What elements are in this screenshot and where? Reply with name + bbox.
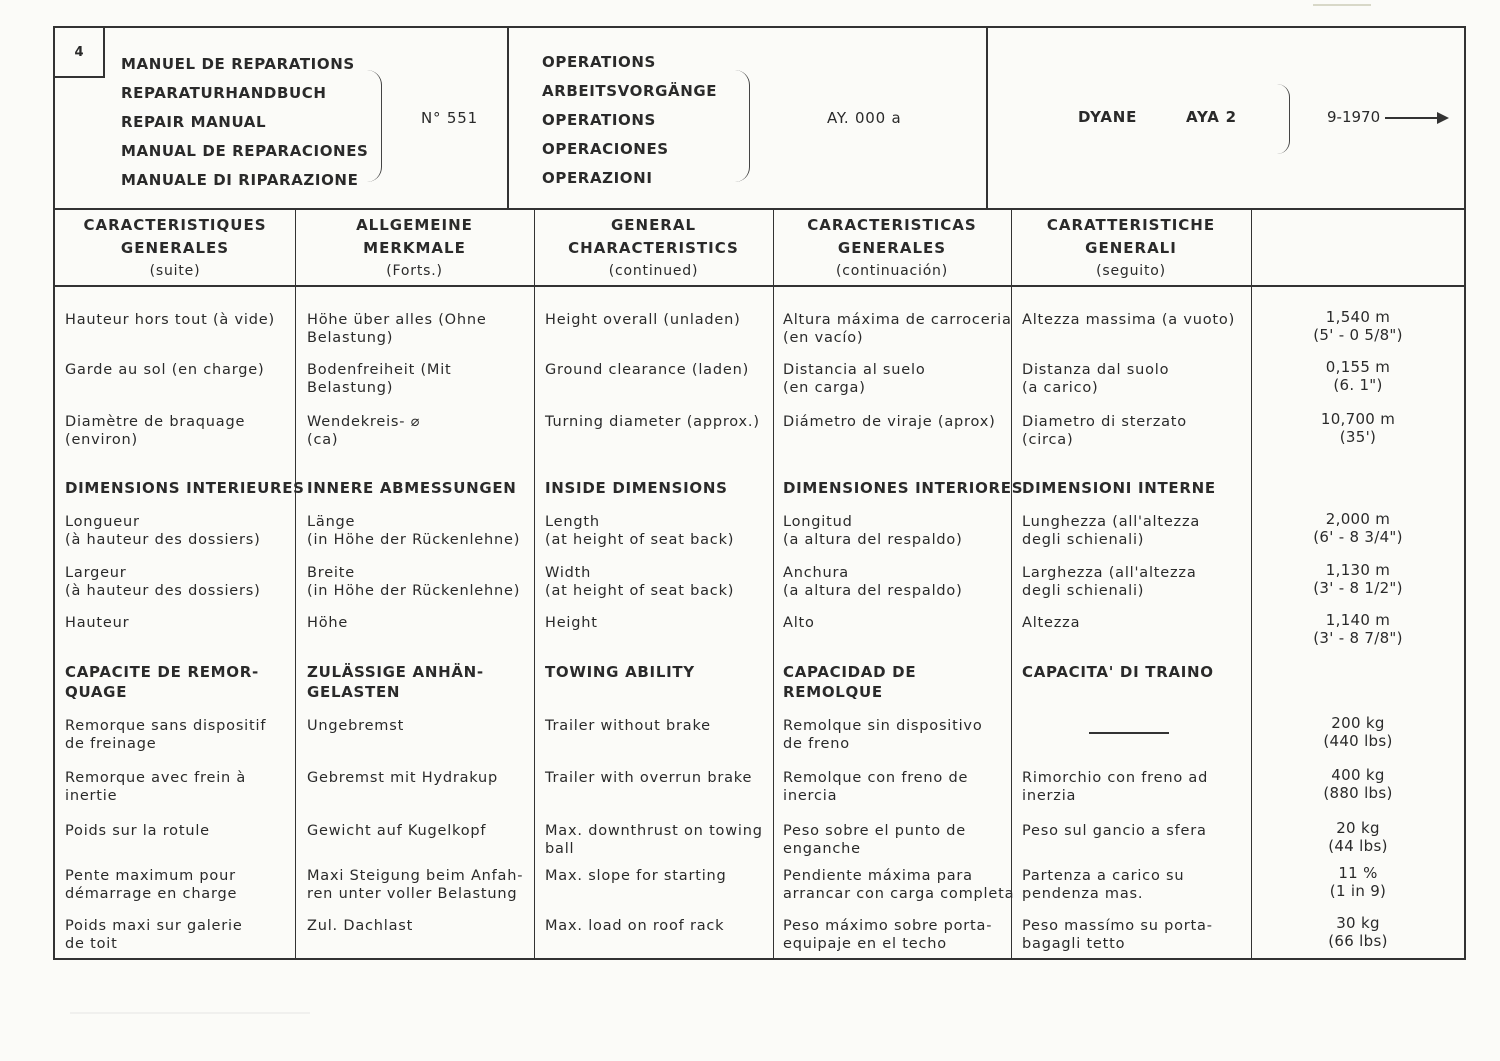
manual-title-de: REPARATURHANDBUCH [121,84,327,102]
page-number: 4 [55,28,105,78]
column-header-row [55,208,1464,287]
column-divider [773,208,774,958]
spec-label-en: Length (at height of seat back) [545,514,735,548]
spec-label-de: Wendekreis- ⌀ (ca) [307,414,421,448]
spec-label-en: Trailer without brake [545,718,711,734]
column-title: CHARACTERISTICS [568,239,739,257]
spec-label-en: Ground clearance (laden) [545,362,750,378]
brace-mark [735,70,750,182]
spec-label-it: Distanza dal suolo (a carico) [1022,362,1170,396]
manual-title-it: MANUALE DI RIPARAZIONE [121,171,359,189]
operation-title-es: OPERACIONES [542,140,669,158]
spec-label-de: Höhe über alles (Ohne Belastung) [307,312,487,346]
spec-value: 400 kg (880 lbs) [1323,766,1393,802]
spec-label-fr: Remorque sans dispositif de freinage [65,718,267,752]
spec-label-es: Altura máxima de carroceria (en vacío) [783,312,1012,346]
operation-title-list [542,48,717,193]
operation-title-de: ARBEITSVORGÄNGE [542,82,718,100]
manual-number: N° 551 [421,109,478,127]
header-divider [507,28,509,208]
section-heading-it: CAPACITA' DI TRAINO [1022,663,1214,681]
spec-value: 10,700 m (35') [1320,410,1396,446]
spec-label-de: Breite (in Höhe der Rückenlehne) [307,565,521,599]
column-title: CARACTERISTIQUES [83,216,267,234]
section-heading-de: ZULÄSSIGE ANHÄN- GELASTEN [307,663,484,701]
spec-label-it: Diametro di sterzato (circa) [1022,414,1187,448]
column-header-it [1011,208,1251,285]
spec-label-fr: Remorque avec frein à inertie [65,770,247,804]
spec-label-en: Max. load on roof rack [545,918,725,934]
spec-value: 1,140 m (3' - 8 7/8") [1313,611,1403,647]
column-divider [1251,208,1252,958]
column-title: CARATTERISTICHE [1046,216,1216,234]
spec-label-fr: Diamètre de braquage (environ) [65,414,246,448]
spec-label-de: Gewicht auf Kugelkopf [307,823,487,839]
column-title: GENERALES [837,239,947,257]
vehicle-model: DYANE [1078,108,1138,126]
column-header-de [295,208,534,285]
spec-label-de: Bodenfreiheit (Mit Belastung) [307,362,452,396]
column-subtitle: (seguito) [1096,263,1166,279]
column-header-es [773,208,1011,285]
column-title: CARACTERISTICAS [807,216,977,234]
operation-title-it: OPERAZIONI [542,169,653,187]
spec-label-en: Width (at height of seat back) [545,565,735,599]
spec-value: 0,155 m (6. 1") [1325,358,1391,394]
column-header-fr [55,208,295,285]
section-heading-en: INSIDE DIMENSIONS [545,479,728,497]
spec-value: 200 kg (440 lbs) [1323,714,1393,750]
column-subtitle: (continuación) [836,263,948,279]
spec-label-en: Max. slope for starting [545,868,727,884]
brace-mark [1277,84,1290,154]
model-date: 9-1970 [1327,108,1381,126]
column-title: MERKMALE [363,239,466,257]
spec-label-es: Longitud (a altura del respaldo) [783,514,963,548]
spec-label-de: Länge (in Höhe der Rückenlehne) [307,514,521,548]
spec-label-de: Gebremst mit Hydrakup [307,770,499,786]
spec-label-fr: Longueur (à hauteur des dossiers) [65,514,261,548]
spec-value: 11 % (1 in 9) [1329,864,1387,900]
header-divider [986,28,988,208]
column-title: GENERALES [120,239,230,257]
spec-label-en: Trailer with overrun brake [545,770,753,786]
section-heading-es: DIMENSIONES INTERIORES [783,479,1024,497]
spec-label-de: Zul. Dachlast [307,918,414,934]
spec-label-es: Remolque sin dispositivo de freno [783,718,983,752]
brace-mark [367,70,382,182]
spec-label-it: Peso massímo su porta- bagagli tetto [1022,918,1213,952]
column-subtitle: (Forts.) [386,263,443,279]
top-edge-mark [1313,4,1371,6]
spec-label-es: Diámetro de viraje (aprox) [783,414,996,430]
spec-label-fr: Poids maxi sur galerie de toit [65,918,243,952]
column-title: GENERAL [610,216,697,234]
spec-label-es: Pendiente máxima para arrancar con carga completa [783,868,1015,902]
spec-label-fr: Pente maximum pour démarrage en charge [65,868,238,902]
spec-label-it: Partenza a carico su pendenza mas. [1022,868,1185,902]
page-header [55,28,1464,210]
spec-label-fr: Poids sur la rotule [65,823,210,839]
arrow-right-icon [1385,117,1443,119]
repair-manual-page [53,26,1466,960]
section-heading-fr: DIMENSIONS INTERIEURES [65,479,305,497]
spec-label-es: Alto [783,615,815,631]
spec-label-it: Larghezza (all'altezza degli schienali) [1022,565,1197,599]
column-subtitle: (continued) [608,263,699,279]
spec-label-es: Distancia al suelo (en carga) [783,362,926,396]
operation-code: AY. 000 a [827,109,902,127]
spec-label-en: Max. downthrust on towing ball [545,823,763,857]
section-heading-fr: CAPACITE DE REMOR- QUAGE [65,663,259,701]
manual-title-list [121,50,368,195]
spec-label-de: Höhe [307,615,349,631]
column-subtitle: (suite) [149,263,201,279]
column-divider [534,208,535,958]
column-header-en [534,208,773,285]
spec-label-en: Height overall (unladen) [545,312,741,328]
manual-title-es: MANUAL DE REPARACIONES [121,142,369,160]
spec-value: 20 kg (44 lbs) [1328,819,1388,855]
column-title: ALLGEMEINE [356,216,473,234]
spec-label-es: Remolque con freno de inercia [783,770,969,804]
spec-label-it: Altezza massima (a vuoto) [1022,312,1236,328]
spec-label-it: Peso sul gancio a sfera [1022,823,1207,839]
spec-value: 30 kg (66 lbs) [1328,914,1388,950]
manual-title-en: REPAIR MANUAL [121,113,267,131]
operation-title-en: OPERATIONS [542,111,656,129]
spec-label-de: Ungebremst [307,718,405,734]
vehicle-type: AYA 2 [1186,108,1237,126]
column-title: GENERALI [1085,239,1177,257]
spec-value: 1,130 m (3' - 8 1/2") [1313,561,1403,597]
spec-label-es: Peso máximo sobre porta- equipaje en el techo [783,918,993,952]
spec-label-it: Altezza [1022,615,1081,631]
operation-title-fr: OPERATIONS [542,53,656,71]
spec-label-fr: Hauteur hors tout (à vide) [65,312,275,328]
section-heading-de: INNERE ABMESSUNGEN [307,479,517,497]
not-applicable-dash [1089,732,1169,734]
spec-value: 2,000 m (6' - 8 3/4") [1313,510,1403,546]
manual-title-fr: MANUEL DE REPARATIONS [121,55,355,73]
spec-label-fr: Hauteur [65,615,130,631]
spec-label-en: Height [545,615,598,631]
column-divider [295,208,296,958]
spec-label-fr: Garde au sol (en charge) [65,362,265,378]
spec-label-en: Turning diameter (approx.) [545,414,760,430]
spec-label-de: Maxi Steigung beim Anfah- ren unter voller Belastung [307,868,524,902]
spec-value: 1,540 m (5' - 0 5/8") [1313,308,1403,344]
section-heading-en: TOWING ABILITY [545,663,695,681]
section-heading-es: CAPACIDAD DE REMOLQUE [783,663,917,701]
spec-label-fr: Largeur (à hauteur des dossiers) [65,565,261,599]
section-heading-it: DIMENSIONI INTERNE [1022,479,1216,497]
spec-label-it: Lunghezza (all'altezza degli schienali) [1022,514,1201,548]
spec-label-it: Rimorchio con freno ad inerzia [1022,770,1209,804]
spec-label-es: Anchura (a altura del respaldo) [783,565,963,599]
spec-label-es: Peso sobre el punto de enganche [783,823,967,857]
faint-footer-mark [70,1012,310,1014]
